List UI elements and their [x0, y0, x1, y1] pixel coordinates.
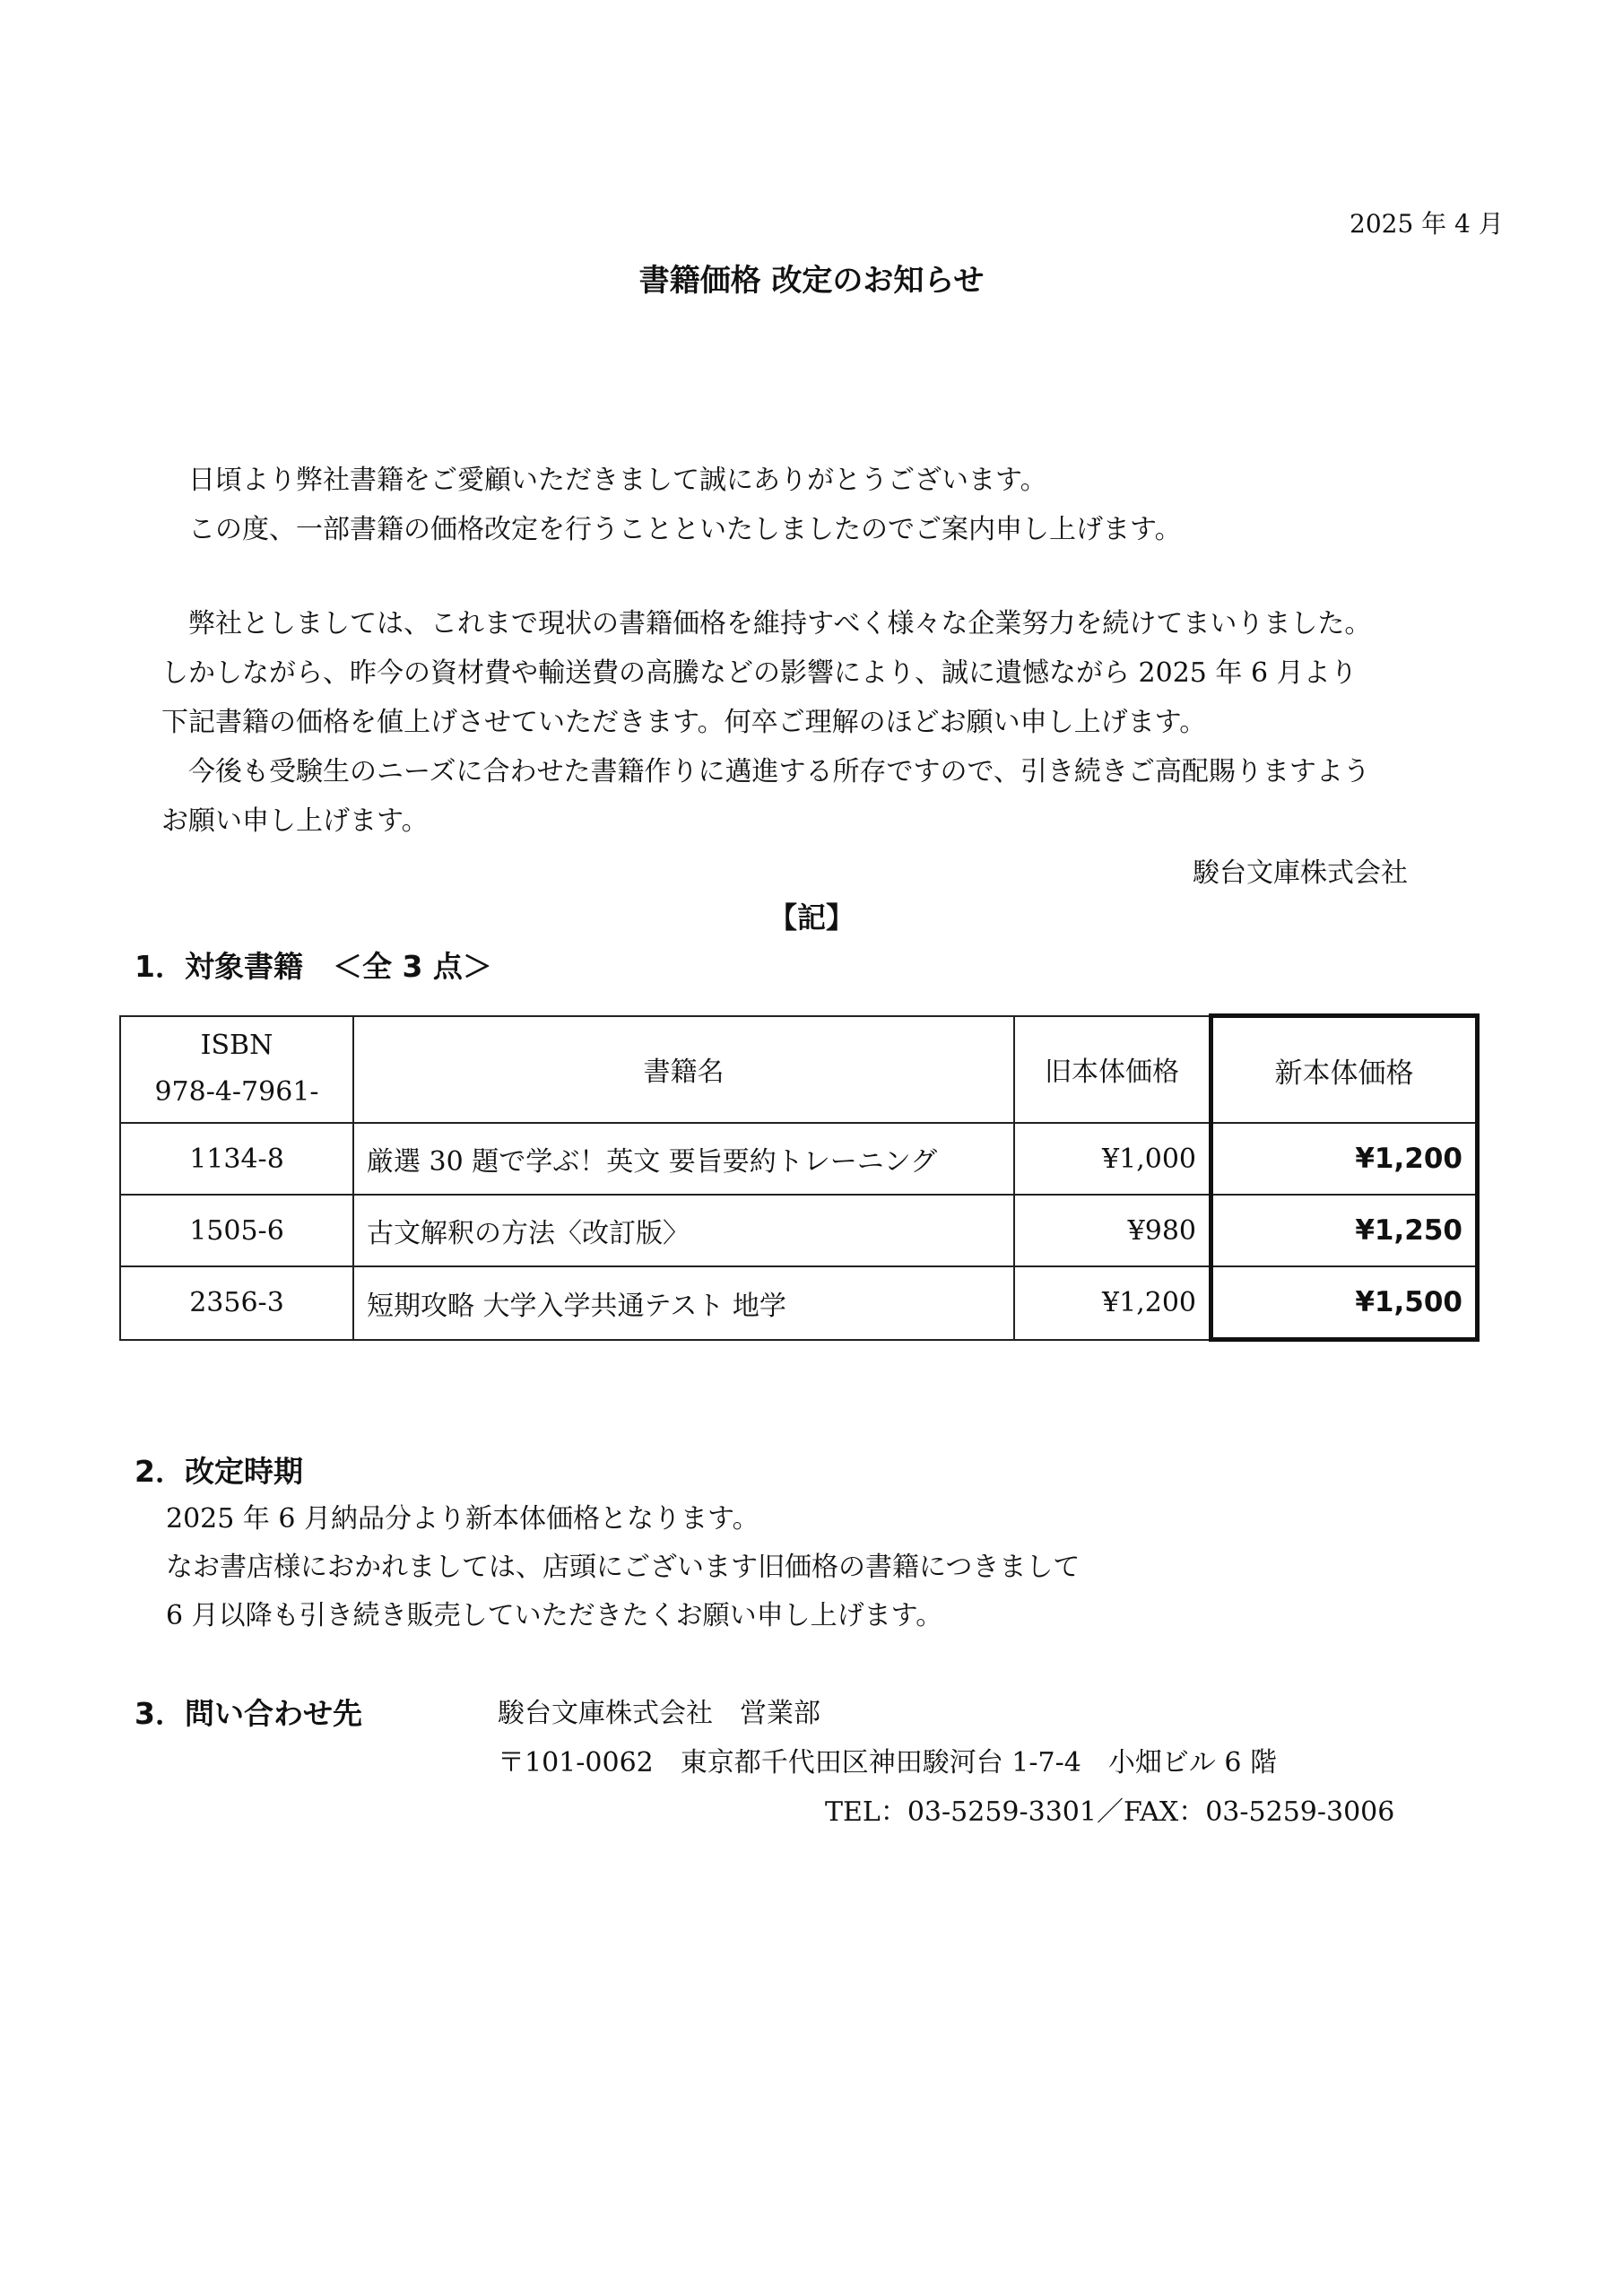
kiroku-heading: 【記】 [768, 900, 855, 935]
old-price-cell: ¥1,200 [1014, 1266, 1211, 1340]
isbn-cell: 1505-6 [120, 1195, 353, 1266]
book-title-cell: 短期攻略 大学入学共通テスト 地学 [353, 1266, 1014, 1340]
book-title-cell: 厳選 30 題で学ぶ！英文 要旨要約トレーニング [353, 1123, 1014, 1195]
isbn-cell: 1134-8 [120, 1123, 353, 1195]
isbn-header [120, 1016, 353, 1124]
contact-company: 駿台文庫株式会社 営業部 [498, 1698, 820, 1729]
new-price-cell: ¥1,250 [1211, 1195, 1478, 1266]
price-table [119, 1013, 1480, 1342]
table-row [120, 1266, 1478, 1340]
table-row [120, 1123, 1478, 1195]
section1-heading: 1．対象書籍 ＜全 3 点＞ [135, 949, 492, 984]
table-row [120, 1195, 1478, 1266]
contact-phone-fax: TEL：03-5259-3301／FAX：03-5259-3006 [825, 1796, 1395, 1828]
table-header-row [120, 1016, 1478, 1124]
body-paragraph-line: しかしながら、昨今の資材費や輸送費の高騰などの影響により、誠に遺憾ながら 2025 年 6 月より [161, 657, 1358, 689]
intro-paragraph-line: この度、一部書籍の価格改定を行うことといたしましたのでご案内申し上げます。 [161, 514, 1182, 545]
new-price-cell: ¥1,200 [1211, 1123, 1478, 1195]
new-price-cell: ¥1,500 [1211, 1266, 1478, 1340]
isbn-cell: 2356-3 [120, 1266, 353, 1340]
isbn-header-prefix: 978-4-7961- [154, 1076, 319, 1109]
title-header: 書籍名 [353, 1016, 1014, 1124]
old-price-header: 旧本体価格 [1014, 1016, 1211, 1124]
contact-address: 〒101-0062 東京都千代田区神田駿河台 1-7-4 小畑ビル 6 階 [498, 1747, 1277, 1779]
body-paragraph-line: 今後も受験生のニーズに合わせた書籍作りに邁進する所存ですので、引き続きご高配賜りますよう [161, 756, 1370, 787]
body-paragraph-line: 下記書籍の価格を値上げさせていただきます。何卒ご理解のほどお願い申し上げます。 [161, 707, 1207, 738]
section3-heading: 3．問い合わせ先 [135, 1696, 362, 1731]
body-paragraph-line: 弊社としましては、これまで現状の書籍価格を維持すべく様々な企業努力を続けてまいりました。 [161, 608, 1372, 639]
section2-line: 6 月以降も引き続き販売していただきたくお願い申し上げます。 [166, 1600, 943, 1631]
document-date: 2025 年 4 月 [1350, 209, 1504, 239]
section2-line: 2025 年 6 月納品分より新本体価格となります。 [166, 1503, 759, 1535]
section2-line: なお書店様におかれましては、店頭にございます旧価格の書籍につきまして [166, 1552, 1081, 1583]
section2-heading: 2．改定時期 [135, 1454, 303, 1489]
book-title-cell: 古文解釈の方法〈改訂版〉 [353, 1195, 1014, 1266]
page-title: 書籍価格 改定のお知らせ [638, 263, 985, 299]
new-price-header: 新本体価格 [1211, 1016, 1478, 1124]
old-price-cell: ¥980 [1014, 1195, 1211, 1266]
intro-paragraph-line: 日頃より弊社書籍をご愛顧いただきまして誠にありがとうございます。 [161, 465, 1047, 496]
body-paragraph-line: お願い申し上げます。 [161, 805, 429, 837]
old-price-cell: ¥1,000 [1014, 1123, 1211, 1195]
isbn-header-label: ISBN [200, 1030, 273, 1062]
company-signature: 駿台文庫株式会社 [1193, 857, 1408, 889]
